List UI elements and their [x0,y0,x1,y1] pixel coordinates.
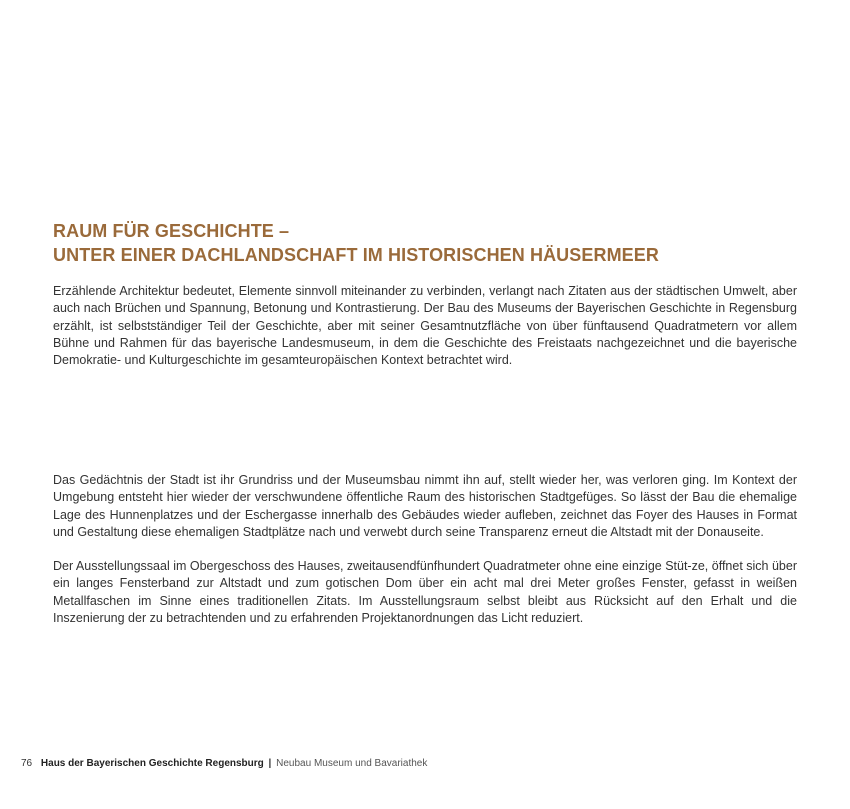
body-paragraph-city-memory: Das Gedächtnis der Stadt ist ihr Grundriss und der Museumsbau nimmt ihn auf, stellt wieder her, was verloren ging. Im Kontext der Umgebung entsteht hier wieder der verschwundene öffentliche Raum des historischen Stadtgefüges. So lässt der Bau die ehemalige Lage des Hunnenplatzes und der Eschergasse innerhalb des Gebäudes wieder aufleben, zeichnet das Foyer des Hauses in Format und Gestaltung diese ehemaligen Stadtplätze nach und verwebt durch seine Transparenz erneut die Altstadt mit der Donauseite. [53,473,797,539]
body-paragraph-exhibition-hall: Der Ausstellungssaal im Obergeschoss des Hauses, zweitausendfünfhundert Quadratmeter ohne eine einzige Stüt-ze, öffnet sich über ein langes Fensterband zur Altstadt und zum gotischen Dom über ein acht mal drei Meter großes Fenster, gefasst in weißen Metallfaschen im Sinne eines traditionellen Zitats. Im Ausstellungsraum selbst bleibt aus Rücksicht auf den Erhalt und die Inszenierung der zu betrachtenden und zu erfahrenden Projektanordnungen das Licht reduziert. [53,559,797,625]
section-heading [53,219,813,267]
section-heading-line-2: UNTER EINER DACHLANDSCHAFT IM HISTORISCHEN HÄUSERMEER [53,245,659,265]
body-paragraph-architecture: Erzählende Architektur bedeutet, Elemente sinnvoll miteinander zu verbinden, verlangt nach Zitaten aus der städtischen Umwelt, aber auch nach Brüchen und Spannung, Betonung und Kontrastierung. Der Bau des Museums der Bayerischen Geschichte in Regensburg erzählt, ist selbstständiger Teil der Geschichte, aber mit seiner Gesamtnutzfläche von über fünftausend Quadratmetern vor allem Bühne und Rahmen für das bayerische Landesmuseum, in dem die Geschichte des Freistaats nachgezeichnet und die bayerische Demokratie- und Kulturgeschichte im gesamteuropäischen Kontext betrachtet wird. [53,284,797,368]
page-footer [21,757,427,771]
footer-subtitle: Neubau Museum und Bavariathek [276,758,428,769]
page-number: 76 [21,758,33,769]
footer-publication-title: Haus der Bayerischen Geschichte Regensburg [40,758,264,769]
section-heading-line-1: RAUM FÜR GESCHICHTE – [53,221,290,241]
footer-separator: | [268,758,272,769]
